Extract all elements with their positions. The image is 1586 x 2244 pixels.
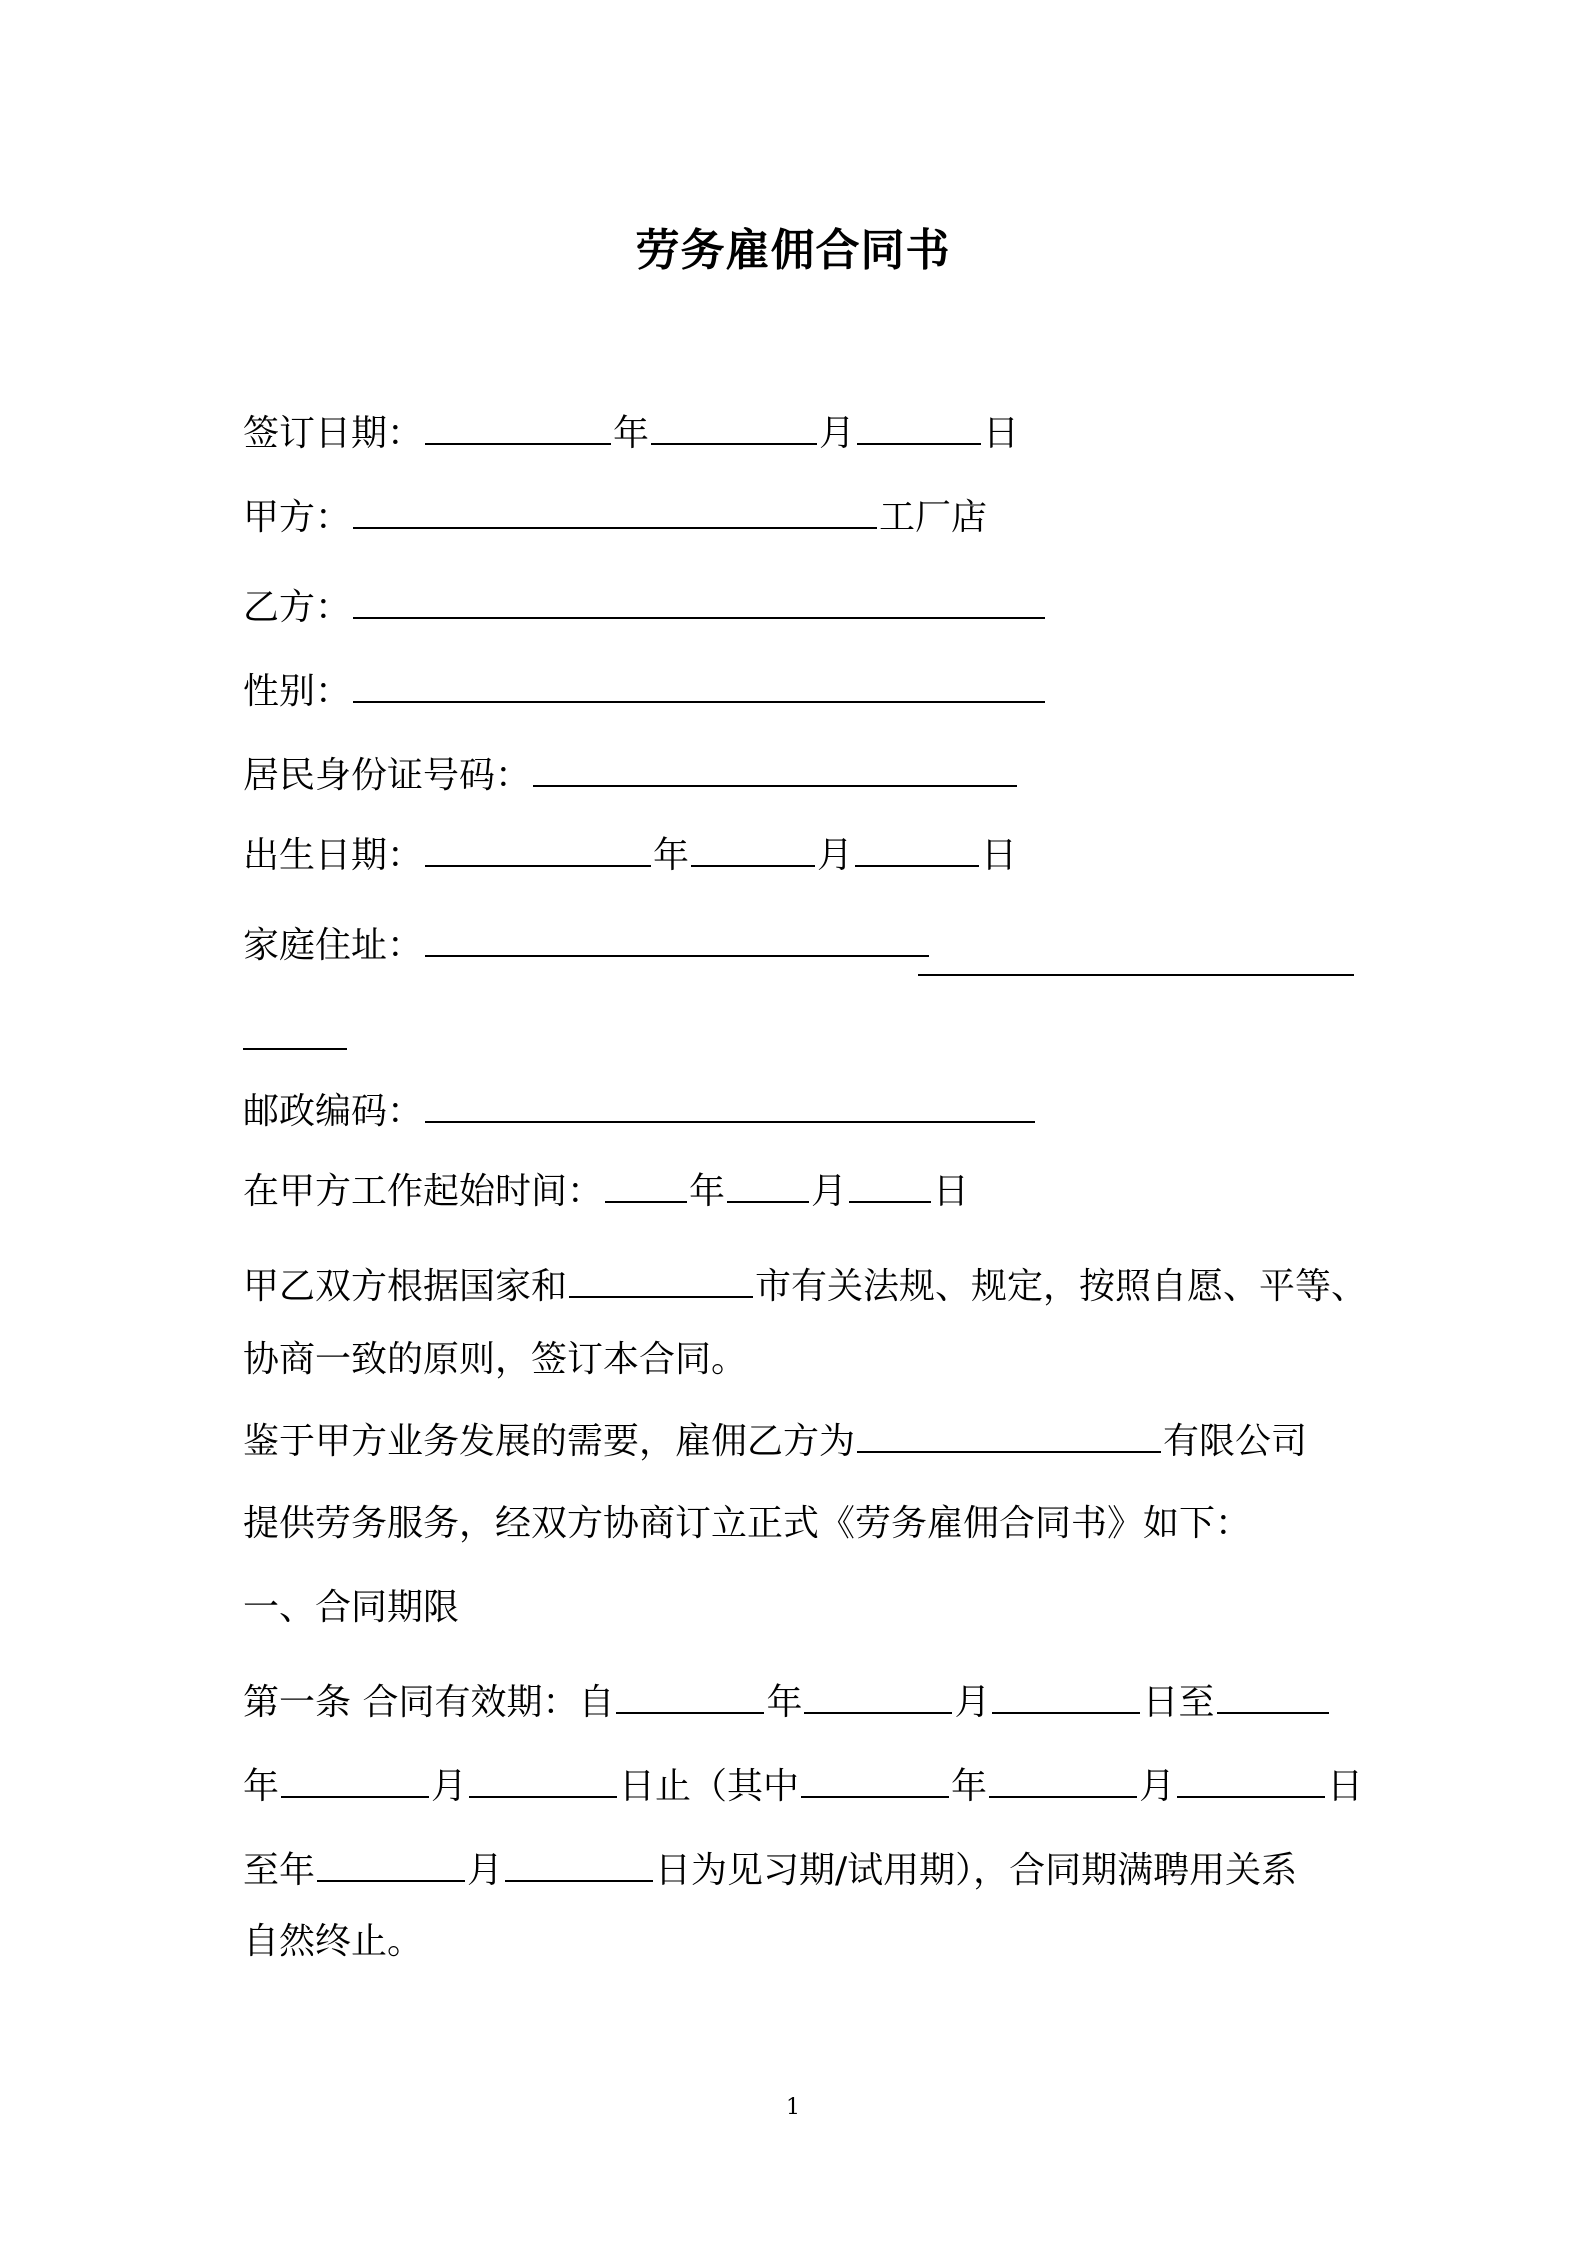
paragraph-text: 有限公司 (1163, 1421, 1308, 1462)
year-unit: 年 (243, 1766, 280, 1807)
sign-year-field[interactable] (425, 413, 611, 445)
month-unit: 月 (811, 1171, 848, 1212)
section-heading (243, 1584, 459, 1632)
id-label: 居民身份证号码： (243, 755, 532, 796)
address-line (243, 922, 931, 970)
paragraph-1-line-2 (243, 1336, 747, 1384)
gender-field[interactable] (353, 671, 1045, 703)
page-title: 劳务雇佣合同书 (635, 225, 951, 276)
page-number: 1 (786, 2095, 800, 2120)
address-field-extension[interactable] (918, 974, 1354, 976)
address-field-continuation[interactable] (243, 1048, 347, 1050)
party-a-line (243, 494, 987, 542)
year-unit: 年 (951, 1766, 988, 1807)
term-start-day-field[interactable] (992, 1668, 1140, 1714)
paragraph-2-line-2 (243, 1500, 1251, 1548)
start-time-line (243, 1168, 969, 1216)
start-year-field[interactable] (605, 1171, 687, 1203)
paragraph-1-line-1 (243, 1252, 1367, 1311)
sign-date-label: 签订日期： (243, 413, 424, 454)
paragraph-text: 提供劳务服务，经双方协商订立正式《劳务雇佣合同书》如下： (243, 1503, 1252, 1544)
section-title: 一、合同期限 (243, 1587, 460, 1628)
party-b-line (243, 584, 1047, 632)
term-end-year-field[interactable] (1217, 1668, 1329, 1714)
birth-day-field[interactable] (855, 835, 979, 867)
year-unit: 年 (653, 835, 690, 876)
postcode-field[interactable] (425, 1091, 1035, 1123)
sign-date-line (243, 410, 1019, 458)
article-text: 日为见习期/试用期），合同期满聘用关系 (655, 1850, 1298, 1891)
party-a-label: 甲方： (243, 497, 352, 538)
probation-start-month-field[interactable] (989, 1752, 1137, 1798)
month-unit: 月 (467, 1850, 504, 1891)
city-field[interactable] (569, 1252, 753, 1298)
sign-month-field[interactable] (651, 413, 817, 445)
paragraph-text: 市有关法规、规定，按照自愿、平等、 (755, 1266, 1368, 1307)
party-a-suffix: 工厂店 (879, 497, 988, 538)
id-field[interactable] (533, 755, 1017, 787)
birth-line (243, 832, 1017, 880)
probation-end-day-field[interactable] (505, 1836, 653, 1882)
start-time-label: 在甲方工作起始时间： (243, 1171, 604, 1212)
sign-day-field[interactable] (857, 413, 981, 445)
month-unit: 月 (817, 835, 854, 876)
paragraph-text: 鉴于甲方业务发展的需要，雇佣乙方为 (243, 1421, 856, 1462)
year-unit: 年 (766, 1682, 803, 1723)
start-day-field[interactable] (849, 1171, 931, 1203)
day-unit: 日 (1327, 1766, 1364, 1807)
gender-label: 性别： (243, 671, 352, 712)
birth-month-field[interactable] (691, 835, 815, 867)
party-b-label: 乙方： (243, 587, 352, 628)
party-a-field[interactable] (353, 497, 877, 529)
article-text: 日止（其中 (619, 1766, 800, 1807)
paragraph-text: 甲乙双方根据国家和 (243, 1266, 568, 1307)
day-unit: 日 (983, 413, 1020, 454)
article-1-line-4 (243, 1918, 423, 1966)
year-unit: 年 (689, 1171, 726, 1212)
postcode-line (243, 1088, 1037, 1136)
day-unit: 日 (981, 835, 1018, 876)
id-line (243, 752, 1019, 800)
address-field[interactable] (425, 925, 929, 957)
day-unit: 日 (933, 1171, 970, 1212)
start-month-field[interactable] (727, 1171, 809, 1203)
company-field[interactable] (857, 1421, 1161, 1453)
article-1-line-2 (243, 1752, 1363, 1811)
article-text: 自然终止。 (243, 1921, 424, 1962)
birth-label: 出生日期： (243, 835, 424, 876)
term-end-month-field[interactable] (281, 1752, 429, 1798)
month-unit: 月 (954, 1682, 991, 1723)
article-1-line-1 (243, 1668, 1331, 1727)
paragraph-text: 协商一致的原则，签订本合同。 (243, 1339, 748, 1380)
term-start-year-field[interactable] (616, 1668, 764, 1714)
article-text: 第一条 合同有效期：自 (243, 1682, 615, 1723)
party-b-field[interactable] (353, 587, 1045, 619)
term-start-month-field[interactable] (804, 1668, 952, 1714)
paragraph-2-line-1 (243, 1418, 1307, 1466)
month-unit: 月 (431, 1766, 468, 1807)
article-text: 日至 (1142, 1682, 1215, 1723)
article-text: 至年 (243, 1850, 316, 1891)
probation-start-year-field[interactable] (801, 1752, 949, 1798)
month-unit: 月 (1139, 1766, 1176, 1807)
article-1-line-3 (243, 1836, 1297, 1895)
probation-start-day-field[interactable] (1177, 1752, 1325, 1798)
address-label: 家庭住址： (243, 925, 424, 966)
postcode-label: 邮政编码： (243, 1091, 424, 1132)
month-unit: 月 (819, 413, 856, 454)
year-unit: 年 (613, 413, 650, 454)
probation-end-month-field[interactable] (317, 1836, 465, 1882)
birth-year-field[interactable] (425, 835, 651, 867)
term-end-day-field[interactable] (469, 1752, 617, 1798)
gender-line (243, 668, 1047, 716)
